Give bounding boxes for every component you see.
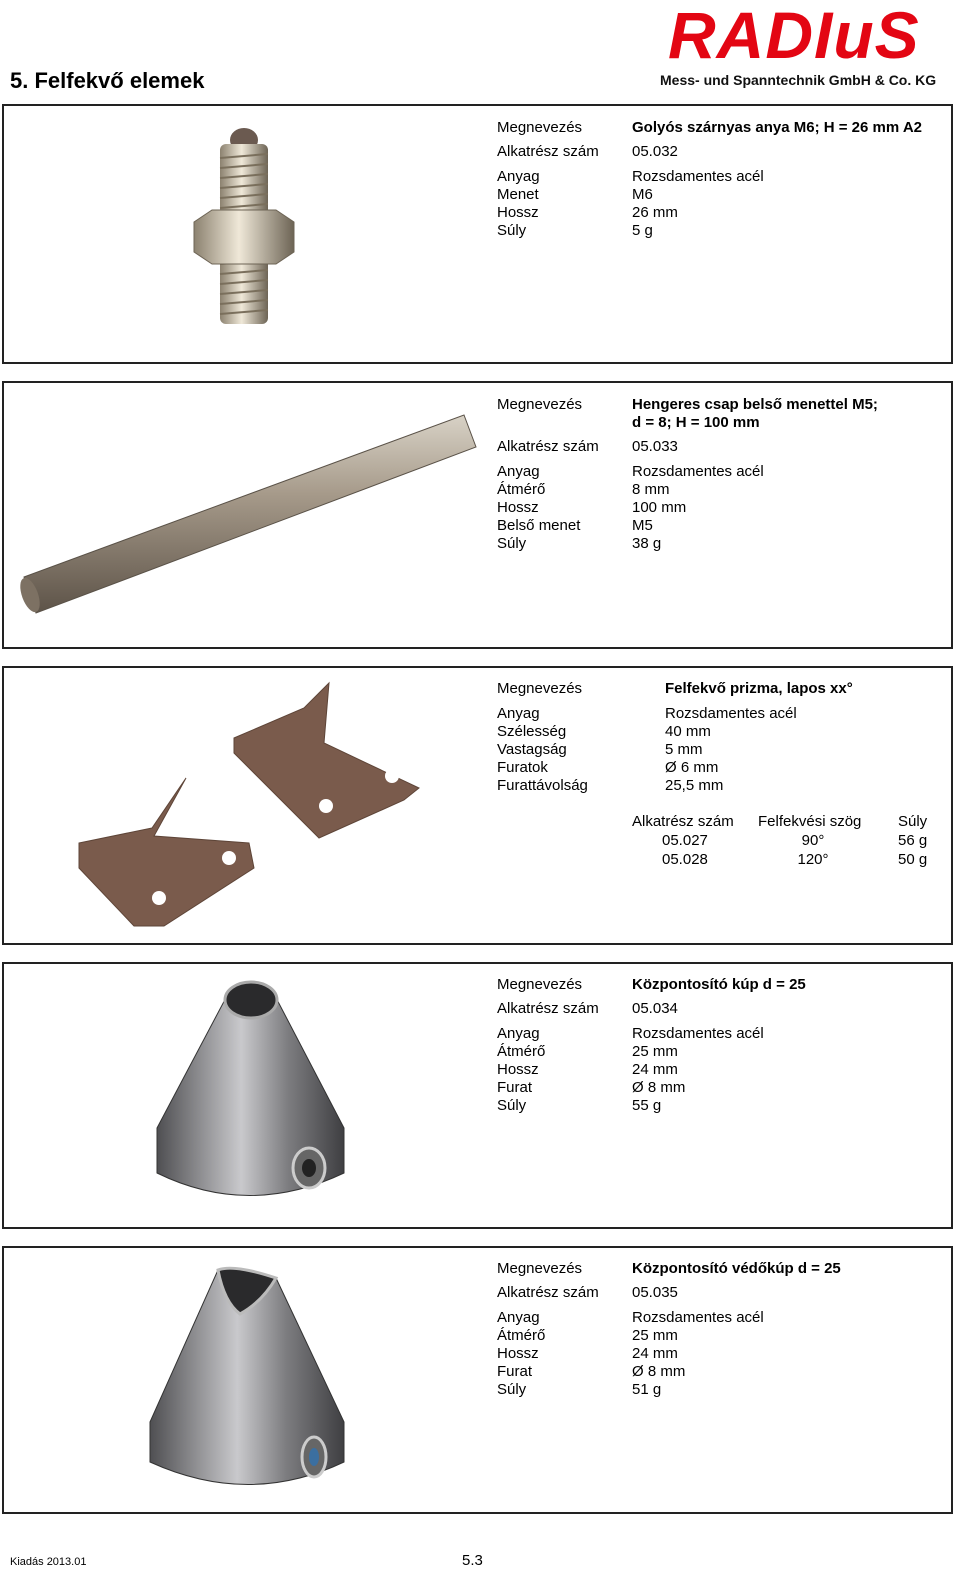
label-thread: Menet (497, 186, 539, 203)
label-holes: Furatok (497, 759, 548, 776)
thread-value: M6 (632, 186, 653, 203)
part-number: 05.034 (632, 1000, 678, 1017)
variant-weight: 50 g (898, 851, 928, 868)
diameter-value: 8 mm (632, 481, 670, 498)
variants-table (632, 812, 938, 869)
page-title: 5. Felfekvő elemek (10, 68, 205, 93)
table-row (632, 831, 938, 850)
part-number: 05.033 (632, 438, 678, 455)
label-bore: Furat (497, 1363, 533, 1380)
spec-list-1 (497, 119, 922, 240)
label-part: Alkatrész szám (497, 143, 599, 160)
width-value: 40 mm (665, 723, 711, 740)
spec-list-5 (497, 1260, 841, 1399)
product-name: Golyós szárnyas anya M6; H = 26 mm A2 (632, 119, 922, 136)
label-name: Megnevezés (497, 976, 583, 993)
company-logo (660, 2, 952, 94)
product-panel-4 (2, 962, 953, 1229)
label-inner-thread: Belső menet (497, 517, 581, 534)
label-material: Anyag (497, 1025, 540, 1042)
prism-plates-image (74, 678, 434, 933)
length-value: 26 mm (632, 204, 678, 221)
label-length: Hossz (497, 1345, 539, 1362)
label-bore: Furat (497, 1079, 533, 1096)
label-thickness: Vastagság (497, 741, 567, 758)
part-number: 05.035 (632, 1284, 678, 1301)
variant-weight: 56 g (898, 832, 928, 849)
label-material: Anyag (497, 1309, 540, 1326)
holes-value: Ø 6 mm (665, 759, 719, 776)
label-length: Hossz (497, 499, 539, 516)
label-weight: Súly (497, 222, 527, 239)
material-value: Rozsdamentes acél (665, 705, 797, 722)
label-material: Anyag (497, 463, 540, 480)
label-material: Anyag (497, 168, 540, 185)
col-weight: Súly (898, 813, 928, 830)
label-part: Alkatrész szám (497, 1000, 599, 1017)
diameter-value: 25 mm (632, 1043, 678, 1060)
length-value: 24 mm (632, 1061, 678, 1078)
label-name: Megnevezés (497, 119, 583, 136)
product-panel-3 (2, 666, 953, 945)
logo-wordmark: RADIuS (668, 0, 920, 72)
product-name: Felfekvő prizma, lapos xx° (665, 680, 853, 697)
product-name: Hengeres csap belső menettel M5; (632, 396, 878, 413)
label-material: Anyag (497, 705, 540, 722)
product-panel-2 (2, 381, 953, 649)
weight-value: 5 g (632, 222, 653, 239)
label-diameter: Átmérő (497, 1043, 546, 1060)
bore-value: Ø 8 mm (632, 1363, 686, 1380)
material-value: Rozsdamentes acél (632, 1309, 764, 1326)
material-value: Rozsdamentes acél (632, 1025, 764, 1042)
material-value: Rozsdamentes acél (632, 463, 764, 480)
label-length: Hossz (497, 204, 539, 221)
weight-value: 38 g (632, 535, 662, 552)
ball-screw-image (184, 124, 304, 346)
col-part: Alkatrész szám (632, 813, 734, 830)
label-weight: Súly (497, 1381, 527, 1398)
bore-value: Ø 8 mm (632, 1079, 686, 1096)
product-panel-1 (2, 104, 953, 364)
cylindrical-pin-image (14, 407, 484, 622)
label-part: Alkatrész szám (497, 1284, 599, 1301)
edition-label: Kiadás 2013.01 (10, 1556, 87, 1568)
logo-subtitle: Mess- und Spanntechnik GmbH & Co. KG (660, 72, 937, 88)
label-diameter: Átmérő (497, 1327, 546, 1344)
col-angle: Felfekvési szög (758, 813, 862, 830)
product-name: Központosító védőkúp d = 25 (632, 1260, 841, 1277)
variant-part: 05.028 (662, 851, 708, 868)
product-panel-5 (2, 1246, 953, 1514)
label-name: Megnevezés (497, 396, 583, 413)
variant-angle: 90° (801, 832, 825, 849)
protective-cone-image (144, 1262, 354, 1497)
part-number: 05.032 (632, 143, 678, 160)
spec-list-4 (497, 976, 806, 1115)
product-name-line2: d = 8; H = 100 mm (632, 414, 760, 431)
label-hole-distance: Furattávolság (497, 777, 588, 794)
label-width: Szélesség (497, 723, 567, 740)
hole-distance-value: 25,5 mm (665, 777, 724, 794)
label-length: Hossz (497, 1061, 539, 1078)
inner-thread-value: M5 (632, 517, 653, 534)
page-number: 5.3 (462, 1552, 483, 1569)
variants-header-row (632, 812, 938, 831)
variant-angle: 120° (797, 851, 829, 868)
spec-list-2 (497, 396, 878, 553)
spec-list-3 (497, 680, 853, 795)
label-diameter: Átmérő (497, 481, 546, 498)
label-part: Alkatrész szám (497, 438, 599, 455)
label-weight: Súly (497, 1097, 527, 1114)
thickness-value: 5 mm (665, 741, 703, 758)
diameter-value: 25 mm (632, 1327, 678, 1344)
length-value: 100 mm (632, 499, 687, 516)
label-weight: Súly (497, 535, 527, 552)
centering-cone-image (149, 978, 354, 1208)
label-name: Megnevezés (497, 1260, 583, 1277)
variant-part: 05.027 (662, 832, 708, 849)
material-value: Rozsdamentes acél (632, 168, 764, 185)
length-value: 24 mm (632, 1345, 678, 1362)
label-name: Megnevezés (497, 680, 583, 697)
table-row (632, 850, 938, 869)
product-name: Központosító kúp d = 25 (632, 976, 806, 993)
weight-value: 51 g (632, 1381, 662, 1398)
weight-value: 55 g (632, 1097, 662, 1114)
